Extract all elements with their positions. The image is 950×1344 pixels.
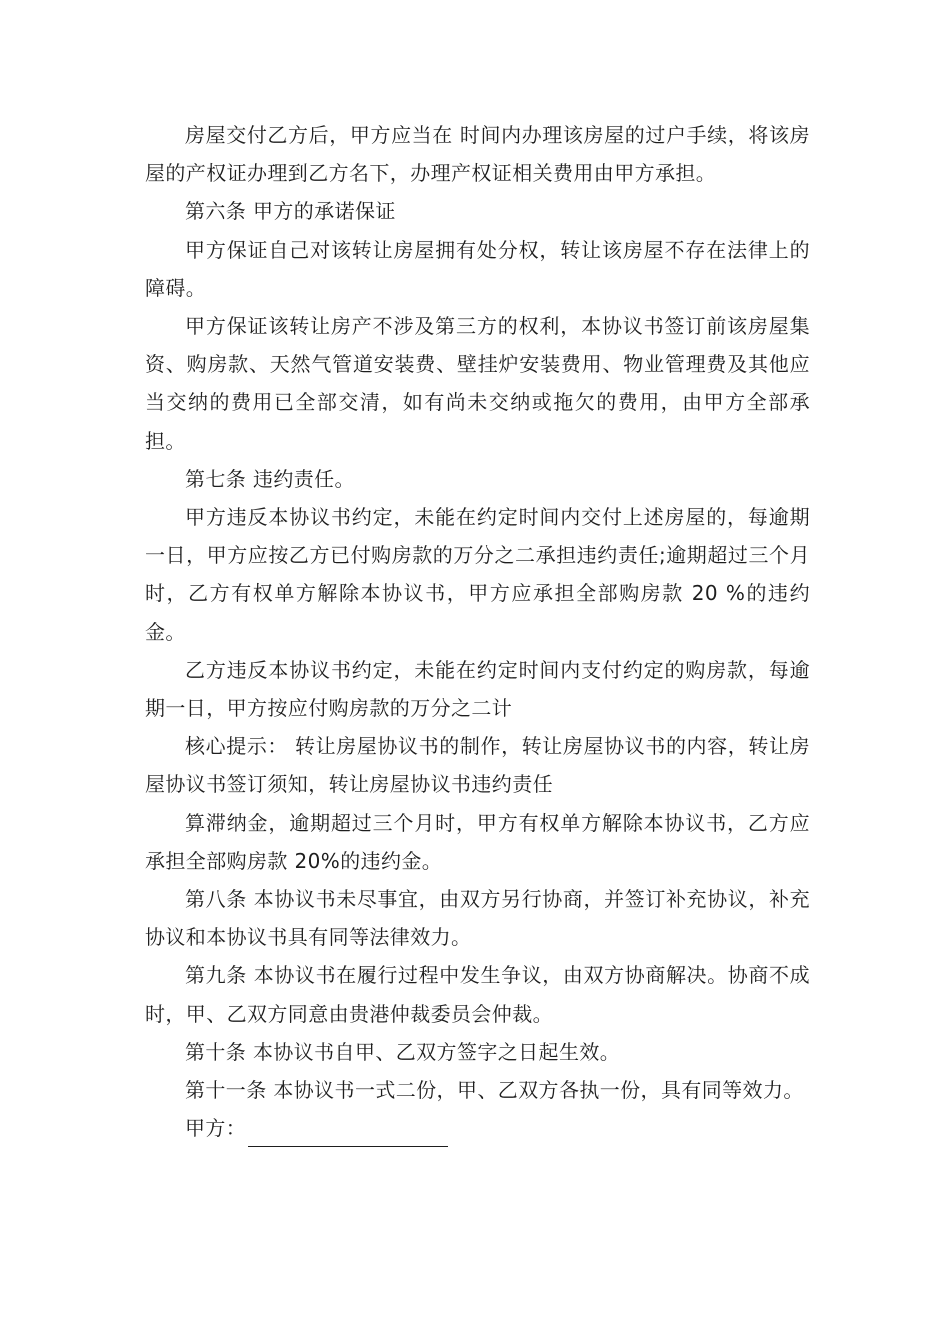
party-a-label: 甲方：: [185, 1116, 247, 1141]
paragraph-core-tip: 核心提示： 转让房屋协议书的制作，转让房屋协议书的内容，转让房屋协议书签订须知，转让房屋协议书违约责任: [145, 734, 810, 797]
article-8: 第八条 本协议书未尽事宜，由双方另行协商，并签订补充协议，补充协议和本协议书具有同等法律效力。: [145, 887, 810, 950]
party-a-signature-line: [248, 1120, 448, 1147]
document-body: [145, 116, 810, 1147]
paragraph-late-fee: 算滞纳金，逾期超过三个月时，甲方有权单方解除本协议书，乙方应承担全部购房款 20%的违约金。: [145, 810, 810, 873]
paragraph-party-a-breach: 甲方违反本协议书约定，未能在约定时间内交付上述房屋的，每逾期一日，甲方应按乙方已付购房款的万分之二承担违约责任;逾期超过三个月时，乙方有权单方解除本协议书，甲方应承担全部购房款 20 %的违约金。: [145, 505, 810, 644]
signature-party-a: [145, 1109, 810, 1147]
paragraph-transfer-title: 房屋交付乙方后，甲方应当在 时间内办理该房屋的过户手续，将该房屋的产权证办理到乙方名下，办理产权证相关费用由甲方承担。: [145, 123, 810, 186]
article-10: 第十条 本协议书自甲、乙双方签字之日起生效。: [185, 1039, 621, 1064]
paragraph-party-b-breach: 乙方违反本协议书约定，未能在约定时间内支付约定的购房款，每逾期一日，甲方按应付购房款的万分之二计: [145, 657, 810, 721]
article-7-heading: 第七条 违约责任。: [185, 466, 355, 491]
paragraph-ownership-guarantee: 甲方保证自己对该转让房屋拥有处分权，转让该房屋不存在法律上的障碍。: [145, 237, 810, 300]
article-6-heading: 第六条 甲方的承诺保证: [185, 199, 396, 224]
article-11: 第十一条 本协议书一式二份，甲、乙双方各执一份，具有同等效力。: [185, 1078, 804, 1103]
paragraph-third-party-guarantee: 甲方保证该转让房产不涉及第三方的权利，本协议书签订前该房屋集资、购房款、天然气管道安装费、壁挂炉安装费用、物业管理费及其他应当交纳的费用已全部交清，如有尚未交纳或拖欠的费用，由甲方全部承担。: [145, 314, 810, 453]
article-9: 第九条 本协议书在履行过程中发生争议，由双方协商解决。协商不成时，甲、乙双方同意由贵港仲裁委员会仲裁。: [145, 963, 810, 1026]
